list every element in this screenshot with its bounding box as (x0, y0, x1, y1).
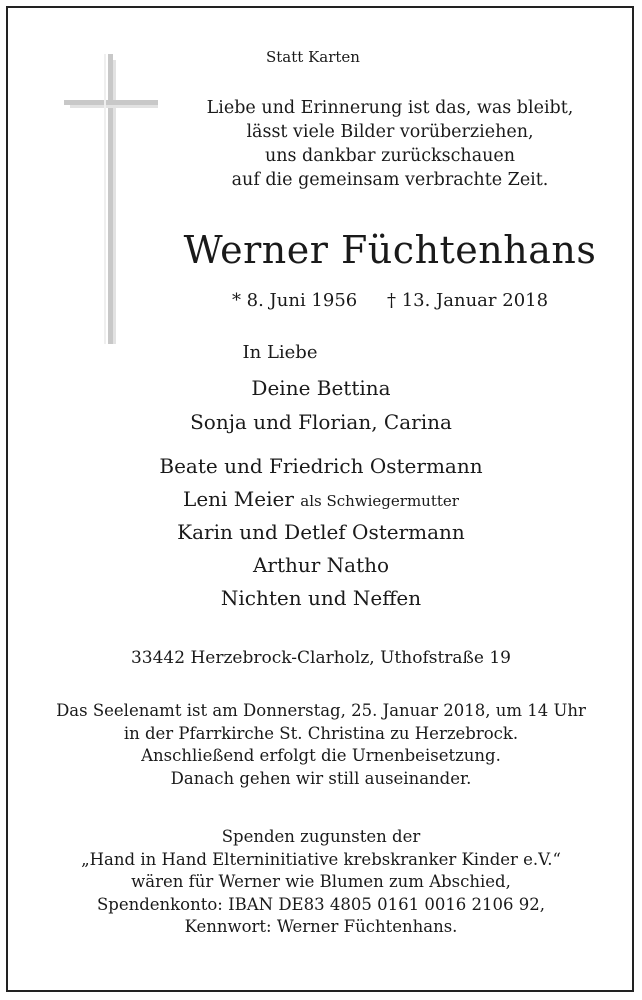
relative-name: Leni Meier (183, 487, 294, 511)
poem (150, 96, 630, 192)
donation-line: Spenden zugunsten der (221, 827, 421, 846)
service-line: Danach gehen wir still auseinander. (170, 768, 472, 788)
header-text: Statt Karten (266, 48, 360, 66)
donation-line: Kennwort: Werner Füchtenhans. (184, 917, 458, 936)
relative-line: Arthur Natho (252, 553, 390, 577)
poem-line: auf die gemeinsam verbrachte Zeit. (231, 170, 549, 190)
poem-line: lässt viele Bilder vorüberziehen, (246, 122, 534, 142)
relative-line: Nichten und Neffen (220, 586, 422, 610)
life-dates (190, 290, 590, 311)
death-date: † 13. Januar 2018 (386, 290, 549, 311)
family-line: Sonja und Florian, Carina (190, 410, 452, 434)
donation-line: wären für Werner wie Blumen zum Abschied, (131, 872, 511, 891)
relative-line (0, 487, 642, 511)
service-info (0, 700, 642, 790)
service-line: in der Pfarrkirche St. Christina zu Herzebrock. (123, 723, 519, 743)
family-line: Deine Bettina (251, 376, 391, 400)
donation-line: Spendenkonto: IBAN DE83 4805 0161 0016 2106 92, (96, 894, 546, 914)
service-line: Das Seelenamt ist am Donnerstag, 25. Januar 2018, um 14 Uhr (56, 701, 586, 720)
address: 33442 Herzebrock-Clarholz, Uthofstraße 19 (130, 648, 512, 668)
relative-line: Beate und Friedrich Ostermann (159, 454, 483, 478)
relative-note: als Schwiegermutter (300, 492, 459, 510)
donation-info (0, 826, 642, 939)
birth-date: * 8. Juni 1956 (231, 290, 358, 311)
poem-line: uns dankbar zurückschauen (264, 146, 516, 166)
cross-icon (64, 54, 164, 344)
in-liebe: In Liebe (242, 342, 318, 363)
relative-line: Karin und Detlef Ostermann (177, 520, 465, 544)
poem-line: Liebe und Erinnerung ist das, was bleibt, (206, 98, 574, 118)
deceased-name: Werner Füchtenhans (183, 228, 597, 272)
service-line: Anschließend erfolgt die Urnenbeisetzung. (141, 746, 501, 765)
donation-line: „Hand in Hand Elterninitiative krebskranker Kinder e.V.“ (81, 849, 561, 869)
